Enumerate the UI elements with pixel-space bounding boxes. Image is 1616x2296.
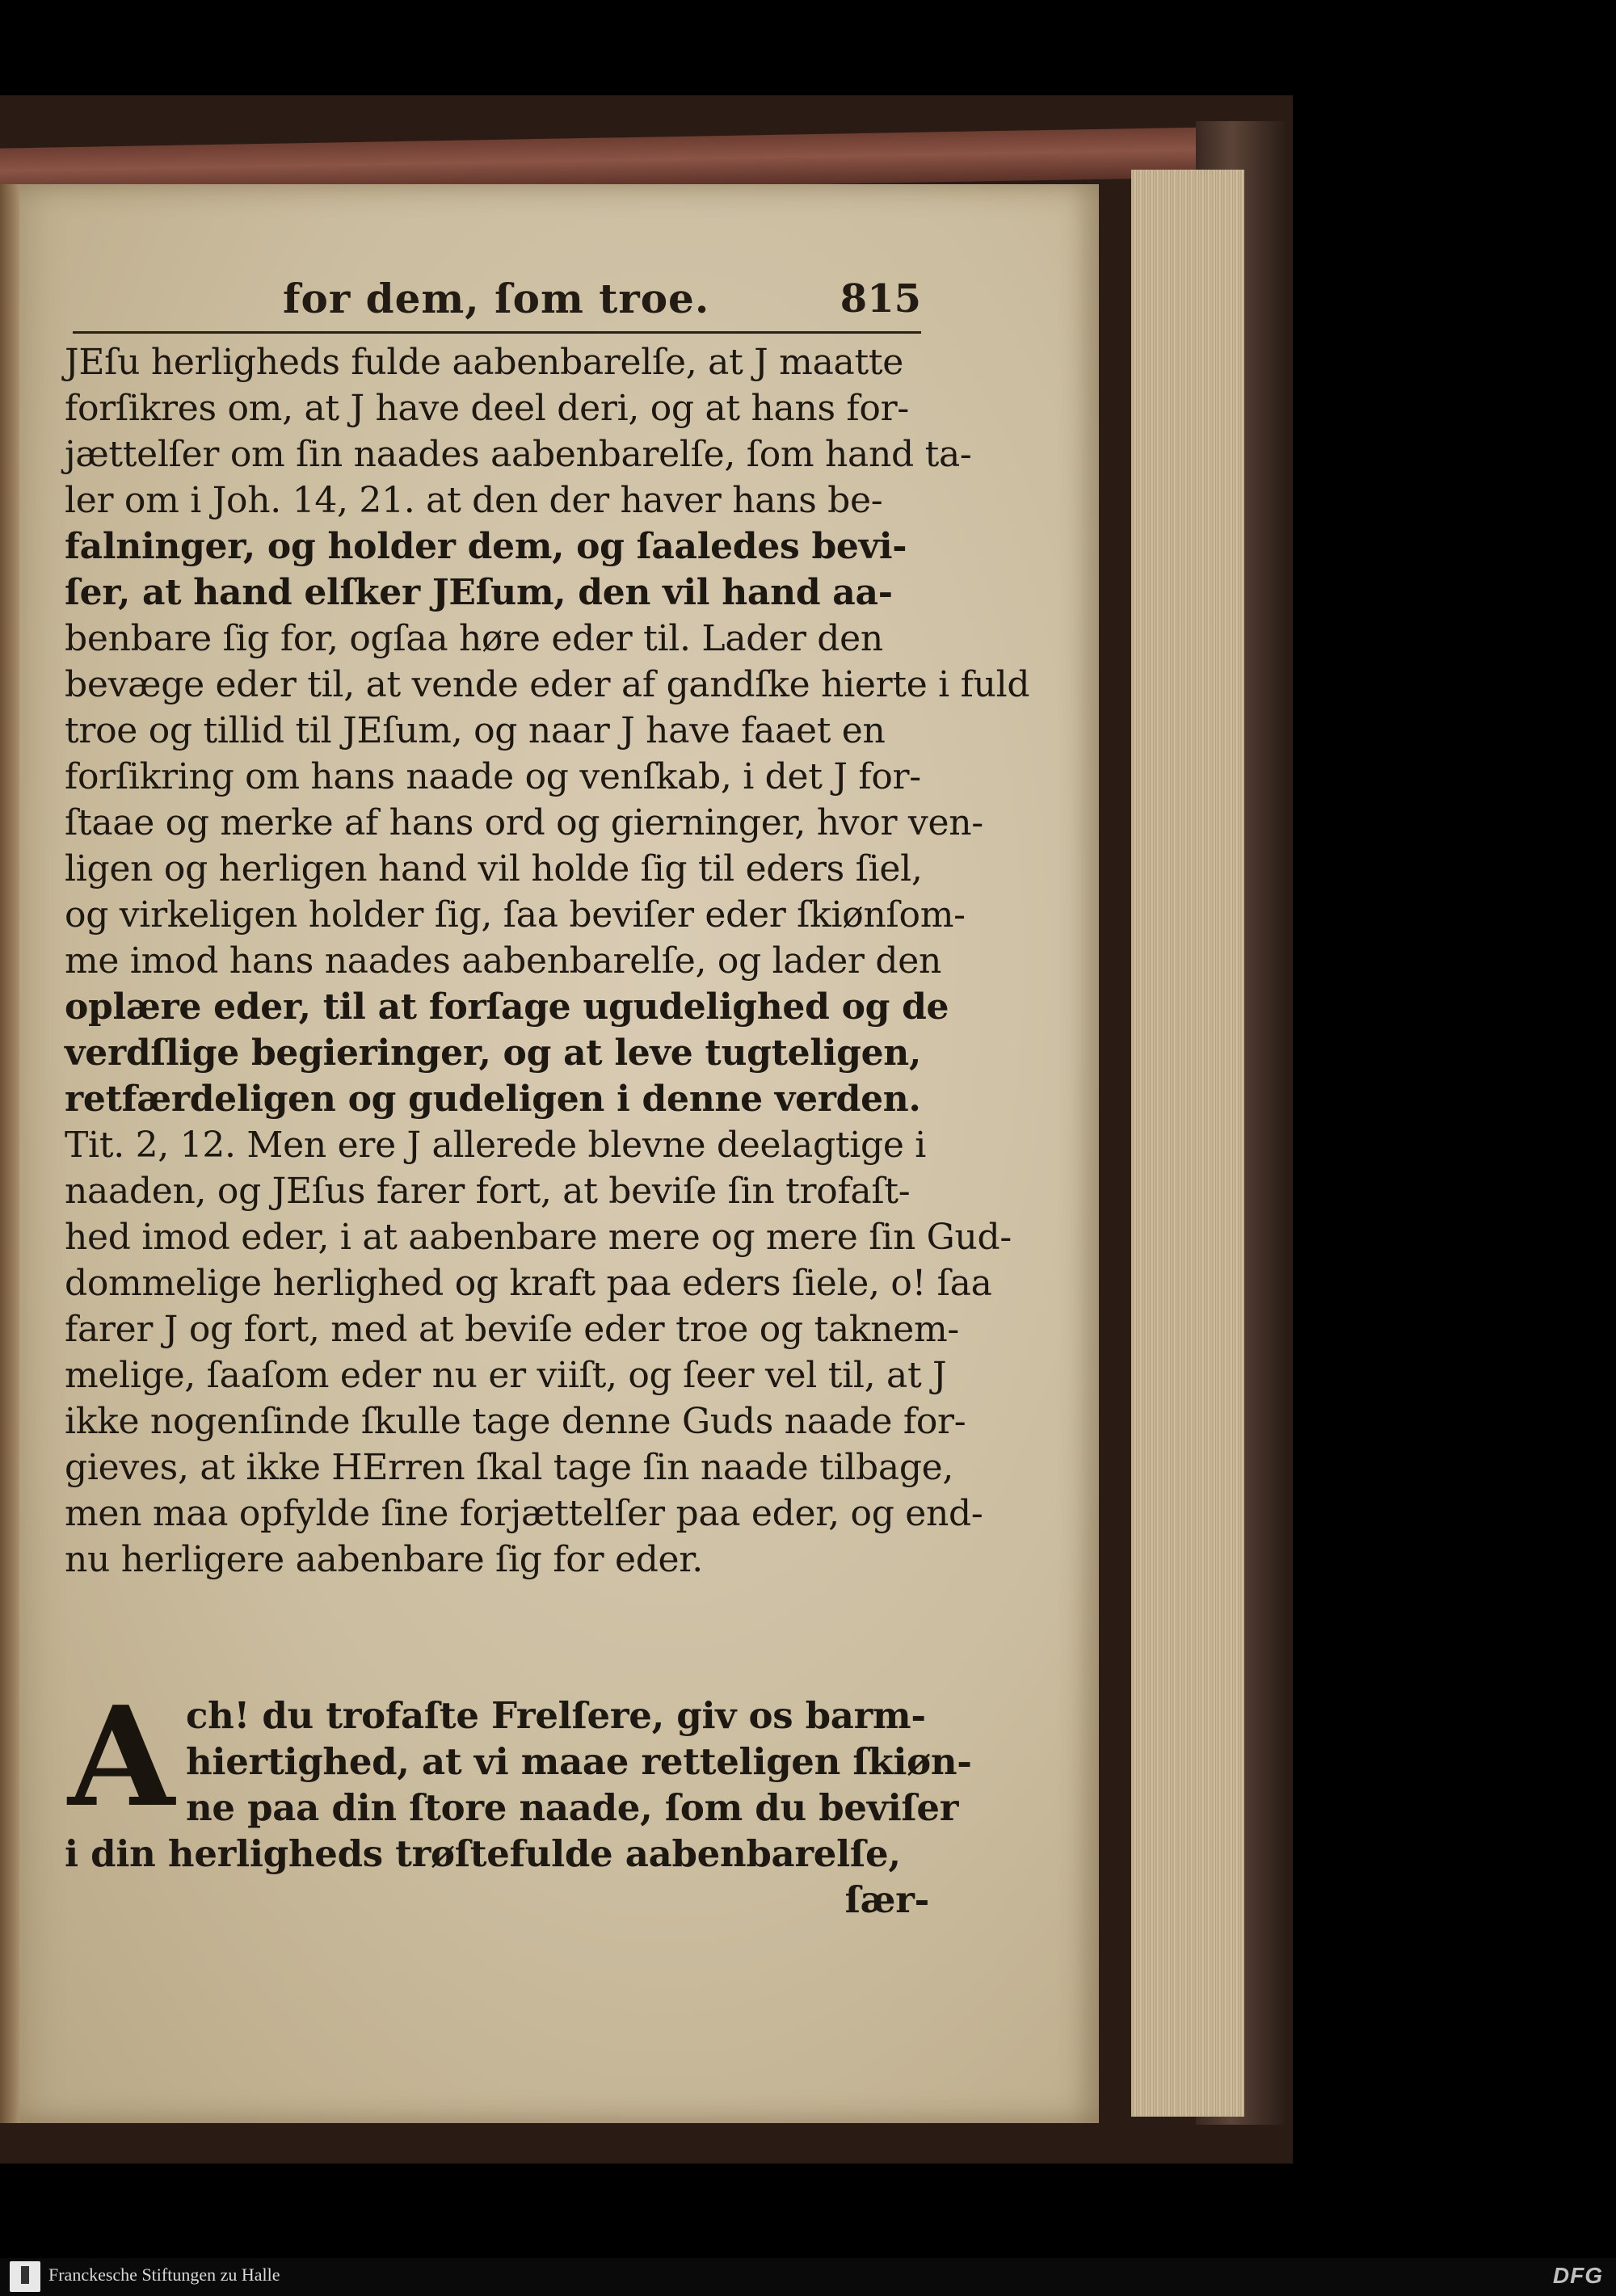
- running-title: for dem, ſom troe.: [283, 275, 710, 322]
- prayer-section: [65, 1676, 972, 1923]
- text-line: men maa opfylde ſine forjættelſer paa eder, og end-: [65, 1493, 983, 1534]
- body-text: [65, 339, 1030, 1583]
- catchword: ſær-: [844, 1878, 929, 1921]
- text-line: ikke nogenſinde ſkulle tage denne Guds naade for-: [65, 1401, 966, 1442]
- text-line: jættelſer om ſin naades aabenbarelſe, ſom hand ta-: [65, 434, 972, 475]
- text-line: Tit. 2, 12. Men ere J allerede blevne deelagtige i: [65, 1125, 927, 1166]
- text-line: farer J og fort, med at beviſe eder troe og taknem-: [65, 1309, 959, 1350]
- text-line: nu herligere aabenbare ſig for eder.: [65, 1539, 703, 1580]
- institution-logo-icon: [10, 2261, 40, 2292]
- text-line: retfærdeligen og gudeligen i denne verden.: [65, 1079, 921, 1120]
- prayer-line: ne paa din ſtore naade, ſom du beviſer: [186, 1786, 959, 1829]
- text-line: benbare ſig for, ogſaa høre eder til. Lader den: [65, 618, 883, 659]
- text-line: hed imod eder, i at aabenbare mere og mere ſin Gud-: [65, 1217, 1012, 1258]
- decorated-initial: A: [68, 1676, 175, 1838]
- text-line: melige, ſaaſom eder nu er viiſt, og ſeer vel til, at J: [65, 1355, 947, 1396]
- prayer-line: hiertighed, at vi maae retteligen ſkiøn-: [186, 1740, 972, 1783]
- text-line: oplære eder, til at forſage ugudelighed og de: [65, 986, 949, 1028]
- prayer-line: i din herligheds trøſtefulde aabenbarelſe,: [65, 1832, 901, 1875]
- text-line: me imod hans naades aabenbarelſe, og lader den: [65, 940, 941, 982]
- prayer-line: ch! du trofaſte Frelſere, giv os barm-: [186, 1694, 926, 1737]
- text-line: forſikres om, at J have deel deri, og at hans for-: [65, 388, 909, 429]
- text-line: bevæge eder til, at vende eder af gandſke hierte i fuld: [65, 664, 1030, 705]
- text-line: ligen og herligen hand vil holde ſig til eders ſiel,: [65, 848, 923, 889]
- page-number: 815: [840, 276, 921, 322]
- text-line: forſikring om hans naade og venſkab, i det J for-: [65, 756, 921, 797]
- text-line: dommelige herlighed og kraft paa eders ſiele, o! ſaa: [65, 1263, 992, 1304]
- text-line: ſtaae og merke af hans ord og gierninger, hvor ven-: [65, 802, 983, 843]
- running-head: [73, 275, 921, 334]
- dfg-badge: DFG: [1552, 2263, 1603, 2288]
- page-edges: [1131, 170, 1244, 2117]
- text-line: ler om i Joh. 14, 21. at den der haver hans be-: [65, 480, 883, 521]
- text-line: og virkeligen holder ſig, ſaa beviſer eder ſkiønſom-: [65, 894, 966, 936]
- text-line: naaden, og JEſus farer fort, at beviſe ſin trofaſt-: [65, 1171, 911, 1212]
- text-line: ſer, at hand elſker JEſum, den vil hand aa-: [65, 572, 893, 613]
- text-line: troe og tillid til JEſum, og naar J have faaet en: [65, 710, 886, 751]
- text-line: gieves, at ikke HErren ſkal tage ſin naade tilbage,: [65, 1447, 954, 1488]
- text-line: falninger, og holder dem, og ſaaledes bevi-: [65, 526, 907, 567]
- text-line: JEſu herligheds fulde aabenbarelſe, at J maatte: [65, 342, 903, 383]
- viewer-footer: [0, 2258, 1616, 2296]
- source-label: Franckesche Stiftungen zu Halle: [48, 2264, 280, 2285]
- text-line: verdſlige begieringer, og at leve tugteligen,: [65, 1032, 922, 1074]
